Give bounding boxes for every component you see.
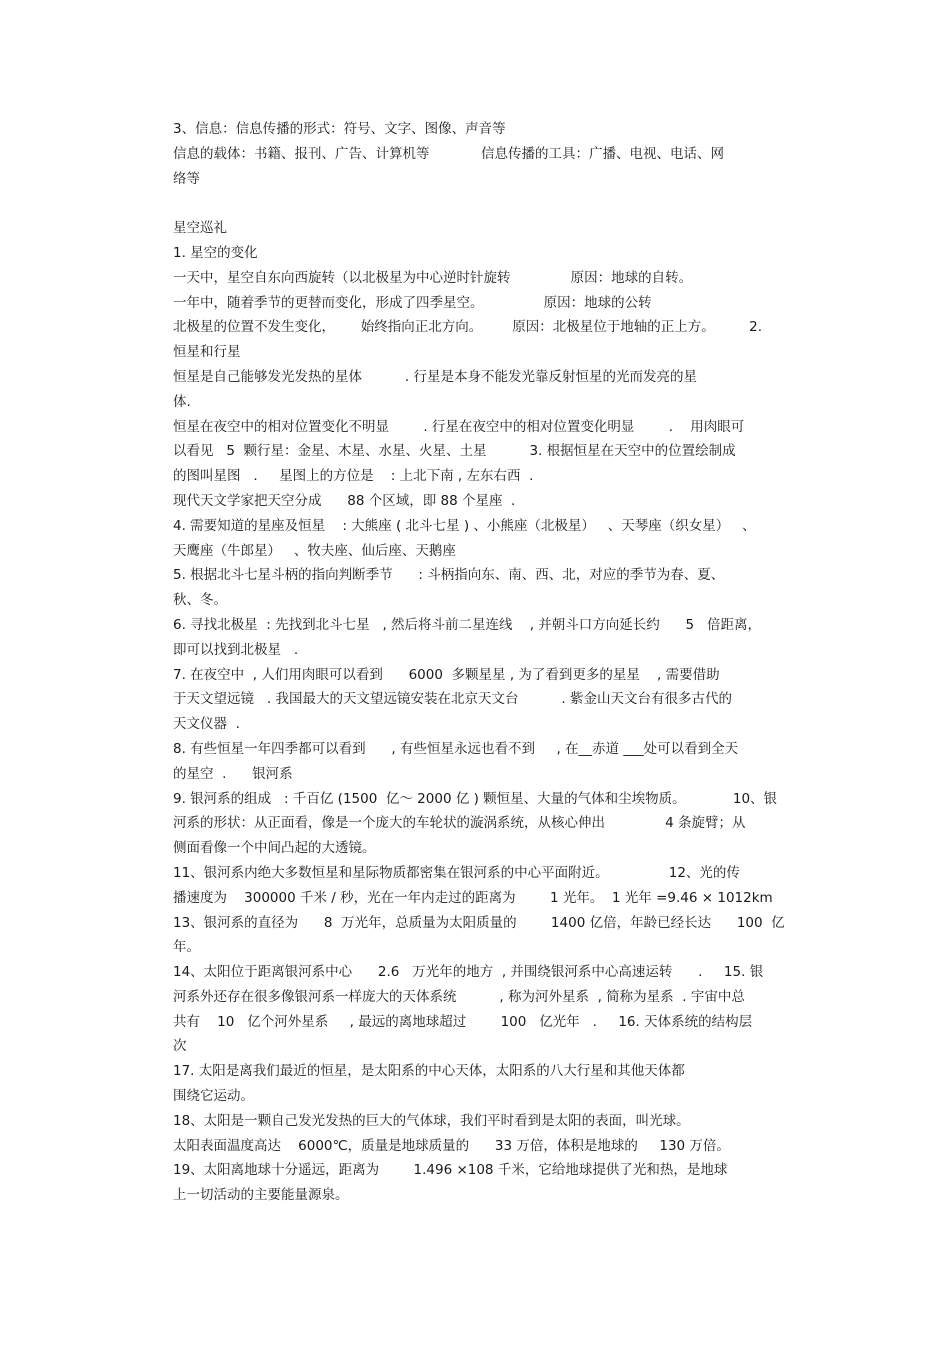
- text-line: 的星空 . 银河系: [173, 765, 293, 782]
- text-line: 恒星和行星: [173, 344, 241, 361]
- text-line: 14、太阳位于距离银河系中心 2.6 万光年的地方 , 并围绕银河系中心高速运转 . 15. 银: [173, 964, 764, 981]
- text-line: 上一切活动的主要能量源泉。: [173, 1187, 349, 1204]
- text-line: 体.: [173, 393, 191, 410]
- starry-sky-section: [173, 216, 813, 1208]
- text-line: 播速度为 300000 千米 / 秒，光在一年内走过的距离为 1 光年。 1 光年 =9.46 × 1012km: [173, 889, 773, 906]
- text-line: 恒星在夜空中的相对位置变化不明显 . 行星在夜空中的相对位置变化明显 . 用肉眼可: [173, 418, 745, 435]
- text-line: 侧面看像一个中间凸起的大透镜。: [173, 840, 376, 857]
- text-line: 1. 星空的变化: [173, 244, 258, 261]
- text-line: 太阳表面温度高达 6000℃，质量是地球质量的 33 万倍，体积是地球的 130 万倍。: [173, 1137, 730, 1154]
- text-line: 9. 银河系的组成 : 千百亿 (1500 亿～ 2000 亿 ) 颗恒星、大量的气体和尘埃物质。 10、银: [173, 790, 778, 807]
- text-line: 3、信息：信息传播的形式：符号、文字、图像、声音等: [173, 121, 506, 137]
- text-line: 围绕它运动。: [173, 1088, 254, 1105]
- text-line: 星空巡礼: [173, 220, 227, 237]
- text-line: 以看见 5 颗行星：金星、木星、水星、火星、土星 3. 根据恒星在天空中的位置绘制成: [173, 443, 736, 460]
- text-line: 秋、冬。: [173, 592, 227, 609]
- text-line: 5. 根据北斗七星斗柄的指向判断季节 : 斗柄指向东、南、西、北，对应的季节为春、夏、: [173, 567, 725, 584]
- text-line: 一年中，随着季节的更替而变化，形成了四季星空。 原因：地球的公转: [173, 294, 652, 311]
- text-line: 河系外还存在很多像银河系一样庞大的天体系统 , 称为河外星系 , 简称为星系 . 宇宙中总: [173, 988, 745, 1005]
- text-line: 即可以找到北极星 .: [173, 641, 299, 658]
- section-gap: [173, 191, 813, 216]
- info-section: [173, 117, 813, 191]
- text-line: 现代天文学家把天空分成 88 个区域，即 88 个星座 .: [173, 492, 516, 509]
- text-line: 13、银河系的直径为 8 万光年，总质量为太阳质量的 1400 亿倍，年龄已经长达 100 亿: [173, 914, 785, 931]
- text-line: 恒星是自己能够发光发热的星体 . 行星是本身不能发光靠反射恒星的光而发亮的星: [173, 368, 697, 385]
- text-line: 河系的形状：从正面看，像是一个庞大的车轮状的漩涡系统，从核心伸出 4 条旋臂；从: [173, 815, 746, 832]
- text-line: 次: [173, 1038, 187, 1055]
- text-line: 北极星的位置不发生变化， 始终指向正北方向。 原因：北极星位于地轴的正上方。 2.: [173, 319, 762, 336]
- text-line: 年。: [173, 939, 200, 956]
- text-line: 17. 太阳是离我们最近的恒星，是太阳系的中心天体，太阳系的八大行星和其他天体都: [173, 1063, 685, 1080]
- text-line: 信息的载体：书籍、报刊、广告、计算机等 信息传播的工具：广播、电视、电话、网: [173, 145, 724, 162]
- text-line: 7. 在夜空中 , 人们用肉眼可以看到 6000 多颗星星 , 为了看到更多的星星 , 需要借助: [173, 666, 720, 683]
- text-line: 天文仪器 .: [173, 716, 240, 733]
- text-line: 19、太阳离地球十分遥远，距离为 1.496 ×108 千米，它给地球提供了光和热，是地球: [173, 1162, 728, 1179]
- text-line: 的图叫星图 . 星图上的方位是 : 上北下南 , 左东右西 .: [173, 468, 534, 485]
- text-line: 4. 需要知道的星座及恒星 : 大熊座 ( 北斗七星 ) 、小熊座（北极星） 、天琴座（织女星） 、: [173, 517, 756, 534]
- text-line: 天鹰座（牛郎星） 、牧夫座、仙后座、天鹅座: [173, 542, 456, 559]
- document-page: [173, 117, 813, 1208]
- text-line: 于天文望远镜 . 我国最大的天文望远镜安装在北京天文台 . 紫金山天文台有很多古代的: [173, 691, 732, 708]
- text-line: 共有 10 亿个河外星系 , 最远的离地球超过 100 亿光年 . 16. 天体系统的结构层: [173, 1013, 753, 1030]
- text-line: 18、太阳是一颗自己发光发热的巨大的气体球，我们平时看到是太阳的表面，叫光球。: [173, 1112, 690, 1129]
- text-line: 一天中，星空自东向西旋转（以北极星为中心逆时针旋转 原因：地球的自转。: [173, 269, 693, 286]
- text-line: 8. 有些恒星一年四季都可以看到 , 有些恒星永远也看不到 , 在__赤道 ___处可以看到全天: [173, 740, 739, 757]
- text-line: 6. 寻找北极星 : 先找到北斗七星 , 然后将斗前二星连线 , 并朝斗口方向延长约 5 倍距离，: [173, 616, 762, 633]
- text-line: 11、银河系内绝大多数恒星和星际物质都密集在银河系的中心平面附近。 12、光的传: [173, 864, 740, 881]
- text-line: 络等: [173, 170, 200, 187]
